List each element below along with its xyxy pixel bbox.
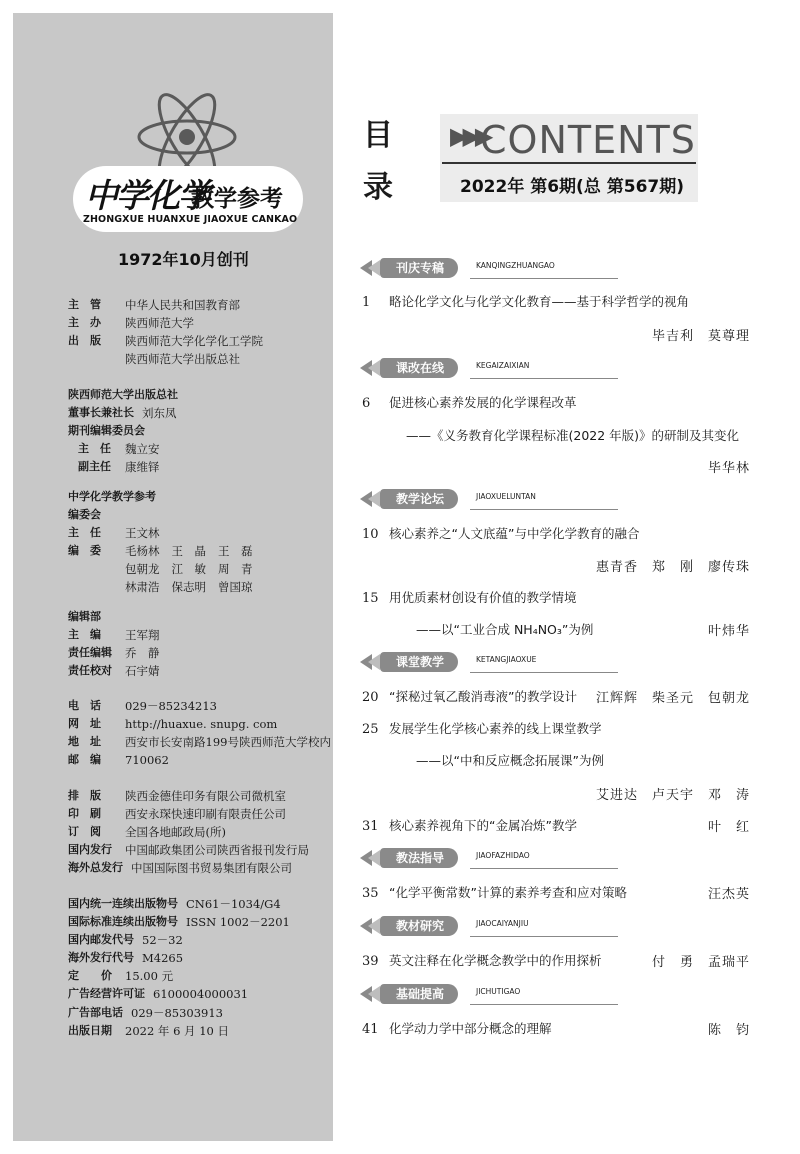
- article-authors: 付 勇 孟瑞平: [651, 955, 750, 970]
- member-name: 包朝龙: [125, 562, 160, 577]
- info-label: 主 办: [68, 316, 101, 330]
- info-value: 陕西师范大学出版总社: [125, 352, 240, 367]
- contact-block: [68, 697, 331, 769]
- info-label: 主 任: [78, 442, 111, 456]
- toc-entry[interactable]: [362, 588, 750, 606]
- info-label: 主 任: [68, 526, 101, 540]
- article-authors: 陈 钧: [707, 1023, 750, 1038]
- section-pinyin: JIAOXUELUNTAN: [476, 492, 536, 501]
- info-label: 订 阅: [68, 825, 101, 839]
- toc-entry[interactable]: [362, 719, 750, 737]
- section-tag: 基础提高: [380, 984, 458, 1004]
- phone-value: 029－85234213: [125, 699, 217, 713]
- section-header: [360, 357, 618, 379]
- article-authors: 汪杰英: [707, 887, 750, 902]
- section-header: [360, 488, 618, 510]
- article-title[interactable]: 略论化学文化与化学文化教育——基于科学哲学的视角: [389, 294, 690, 309]
- page-number: 1: [362, 295, 371, 310]
- info-value: 王文林: [125, 526, 160, 541]
- info-label: 责任校对: [68, 664, 112, 678]
- address-value: 西安市长安南路199号陕西师范大学校内: [125, 735, 331, 750]
- toc-entry[interactable]: [362, 816, 750, 834]
- info-value: 魏立安: [125, 442, 160, 457]
- article-authors: 艾进达 卢天宇 邓 涛: [595, 788, 750, 803]
- info-label: 地 址: [68, 735, 101, 749]
- section-tag: 教学论坛: [380, 489, 458, 509]
- article-authors: 叶炜华: [707, 624, 750, 639]
- toc-entry[interactable]: [362, 951, 750, 969]
- info-label: 网 址: [68, 717, 101, 731]
- toc-entry[interactable]: [362, 687, 750, 705]
- press-block: [68, 386, 178, 476]
- journal-title-sub: 教学参考: [191, 185, 283, 212]
- section-tab-icon: [360, 986, 382, 1002]
- info-label: 广告经营许可证: [68, 987, 145, 1001]
- section-header: [360, 651, 618, 673]
- info-value: ISSN 1002－2201: [186, 915, 290, 930]
- info-value: CN61－1034/G4: [186, 897, 281, 911]
- info-label: 定 价: [68, 969, 112, 983]
- info-value: 陕西师范大学: [125, 316, 194, 331]
- postcode-value: 710062: [125, 753, 169, 768]
- info-label: 国内统一连续出版物号: [68, 897, 178, 910]
- section-tag: 课改在线: [380, 358, 458, 378]
- journal-title-script: 中学化学: [85, 176, 209, 215]
- info-value: 029－85303913: [131, 1005, 223, 1020]
- section-header: [360, 983, 618, 1005]
- info-label: 排 版: [68, 789, 101, 802]
- article-title[interactable]: 核心素养视角下的“金属冶炼”教学: [389, 818, 577, 833]
- info-label: 董事长兼社长: [68, 406, 134, 420]
- info-label-spacer: [68, 578, 125, 596]
- issue-number: 2022年 第6期(总 第567期): [460, 177, 685, 197]
- article-title[interactable]: 化学动力学中部分概念的理解: [389, 1021, 552, 1036]
- identifiers-block: [68, 895, 290, 1040]
- editorial-heading: 编辑部: [68, 610, 101, 623]
- info-label: 国际标准连续出版物号: [68, 915, 178, 929]
- section-tag: 教法指导: [380, 848, 458, 868]
- founded-date: 1972年10月创刊: [118, 250, 249, 269]
- info-value: 康维铎: [125, 460, 160, 475]
- info-value: 王军翔: [125, 628, 160, 643]
- info-label: 印 刷: [68, 807, 101, 821]
- member-name: 王 磊: [218, 544, 253, 559]
- info-value: 全国各地邮政局(所): [125, 825, 226, 840]
- section-tag: 教材研究: [380, 916, 458, 936]
- section-rule: [470, 868, 618, 869]
- info-label-spacer: [68, 560, 125, 578]
- article-title[interactable]: 发展学生化学核心素养的线上课堂教学: [389, 721, 602, 736]
- section-header: [360, 915, 618, 937]
- section-pinyin: JICHUTIGAO: [476, 987, 521, 996]
- toc-heading-cn: [363, 110, 393, 214]
- section-tag: 课堂教学: [380, 652, 458, 672]
- committee-heading: 期刊编辑委员会: [68, 424, 145, 438]
- info-value: 中华人民共和国教育部: [125, 298, 240, 312]
- info-value: 石宇婧: [125, 664, 160, 679]
- page-number: 25: [362, 722, 379, 737]
- info-value: 刘东凤: [142, 406, 177, 421]
- section-pinyin: KETANGJIAOXUE: [476, 655, 537, 664]
- toc-entry[interactable]: [362, 292, 750, 310]
- section-tab-icon: [360, 360, 382, 376]
- press-heading: 陕西师范大学出版总社: [68, 388, 178, 401]
- section-pinyin: KEGAIZAIXIAN: [476, 361, 530, 370]
- member-row: [125, 542, 265, 560]
- page-number: 15: [362, 591, 379, 606]
- page-number: 20: [362, 690, 379, 705]
- journal-title-pinyin: ZHONGXUE HUANXUE JIAOXUE CANKAO: [83, 214, 298, 225]
- member-name: 保志明: [171, 580, 206, 595]
- section-rule: [470, 1004, 618, 1005]
- section-pinyin: JIAOFAZHIDAO: [476, 851, 530, 860]
- section-tab-icon: [360, 850, 382, 866]
- info-value: 52－32: [142, 933, 183, 948]
- article-title[interactable]: 核心素养之“人文底蕴”与中学化学教育的融合: [389, 526, 640, 541]
- section-rule: [470, 278, 618, 279]
- member-name: 江 敏: [171, 562, 206, 577]
- toc-heading-char: 目: [363, 118, 393, 153]
- toc-entry[interactable]: [362, 883, 750, 901]
- member-name: 周 青: [218, 562, 253, 577]
- info-value: 中国邮政集团公司陕西省报刊发行局: [125, 843, 309, 858]
- section-header: [360, 257, 618, 279]
- info-value: 6100004000031: [153, 987, 249, 1002]
- section-pinyin: KANQINGZHUANGAO: [476, 261, 555, 270]
- article-title[interactable]: 促进核心素养发展的化学课程改革: [389, 395, 577, 410]
- fast-forward-icon: ▶▶▶: [450, 122, 488, 150]
- info-label: 海外总发行: [68, 861, 123, 875]
- printing-block: [68, 787, 309, 877]
- article-subtitle: ——《义务教育化学课程标准(2022 年版)》的研制及其变化: [406, 428, 740, 443]
- toc-entry[interactable]: [362, 524, 750, 542]
- section-rule: [470, 378, 618, 379]
- info-label: 责任编辑: [68, 646, 112, 660]
- member-name: 王 晶: [171, 544, 206, 559]
- page-number: 35: [362, 886, 379, 901]
- info-label: [68, 350, 125, 368]
- member-row: [125, 560, 265, 578]
- board-sub-heading: 编委会: [68, 508, 101, 522]
- info-label: 出 版: [68, 334, 101, 348]
- board-block: [68, 488, 265, 597]
- info-value: 陕西金德佳印务有限公司微机室: [125, 789, 286, 803]
- contents-divider: [442, 162, 696, 164]
- page-number: 41: [362, 1022, 379, 1037]
- website-link[interactable]: http://huaxue. snupg. com: [125, 717, 278, 732]
- pub-date-value: 2022 年 6 月 10 日: [125, 1023, 229, 1038]
- member-row: [125, 578, 265, 596]
- page-number: 10: [362, 527, 379, 542]
- section-tab-icon: [360, 654, 382, 670]
- toc-heading-char: 录: [363, 170, 393, 205]
- info-label: 主 编: [68, 628, 101, 642]
- section-header: [360, 847, 618, 869]
- journal-title-badge: [73, 166, 303, 232]
- info-value: 陕西师范大学化学化工学院: [125, 334, 263, 349]
- article-authors: 惠青香 郑 刚 廖传珠: [595, 560, 750, 575]
- info-value: 西安永琛快速印刷有限责任公司: [125, 807, 286, 822]
- info-label: 电 话: [68, 699, 101, 712]
- toc-entry[interactable]: [362, 393, 750, 411]
- page-number: 39: [362, 954, 379, 969]
- publisher-block: [68, 296, 263, 368]
- info-label: 国内发行: [68, 843, 112, 857]
- contents-title: CONTENTS: [480, 118, 696, 162]
- article-title[interactable]: “化学平衡常数”计算的素养考查和应对策略: [389, 885, 627, 900]
- article-authors: 江辉辉 柴圣元 包朝龙: [595, 691, 750, 706]
- article-title[interactable]: “探秘过氧乙酸消毒液”的教学设计: [389, 689, 577, 704]
- info-label: 邮 编: [68, 753, 101, 767]
- masthead-panel: [13, 13, 333, 1141]
- member-name: 曾国琼: [218, 580, 253, 595]
- contents-banner: [440, 114, 698, 202]
- member-name: 林肃浩: [125, 580, 160, 595]
- section-rule: [470, 672, 618, 673]
- article-authors: 叶 红: [707, 820, 750, 835]
- editorial-block: [68, 608, 160, 680]
- article-title[interactable]: 英文注释在化学概念教学中的作用探析: [389, 953, 602, 968]
- info-label: 主 管: [68, 298, 101, 311]
- info-label: 海外发行代号: [68, 951, 134, 965]
- board-heading: 中学化学教学参考: [68, 490, 156, 503]
- member-name: 毛杨林: [125, 544, 160, 559]
- page-number: 6: [362, 396, 371, 411]
- section-rule: [470, 936, 618, 937]
- info-value: M4265: [142, 951, 184, 966]
- info-label: 广告部电话: [68, 1005, 123, 1019]
- article-title[interactable]: 用优质素材创设有价值的教学情境: [389, 590, 577, 605]
- page-number: 31: [362, 819, 379, 834]
- section-tab-icon: [360, 918, 382, 934]
- info-value: 乔 静: [125, 646, 160, 661]
- toc-entry[interactable]: [362, 1019, 750, 1037]
- info-value: 中国国际图书贸易集团有限公司: [131, 861, 292, 876]
- info-label: 副主任: [78, 460, 111, 474]
- section-pinyin: JIAOCAIYANJIU: [476, 919, 529, 928]
- article-authors: 毕吉利 莫尊理: [651, 329, 750, 344]
- section-rule: [470, 509, 618, 510]
- article-subtitle: ——以“工业合成 NH₄NO₃”为例: [416, 622, 594, 637]
- article-authors: 毕华林: [707, 461, 750, 476]
- info-label: 国内邮发代号: [68, 933, 134, 947]
- info-label: 编 委: [68, 544, 101, 558]
- article-subtitle: ——以“中和反应概念拓展课”为例: [416, 753, 604, 768]
- section-tab-icon: [360, 491, 382, 507]
- price-value: 15.00 元: [125, 969, 174, 984]
- section-tag: 刊庆专稿: [380, 258, 458, 278]
- info-label: 出版日期: [68, 1023, 112, 1037]
- section-tab-icon: [360, 260, 382, 276]
